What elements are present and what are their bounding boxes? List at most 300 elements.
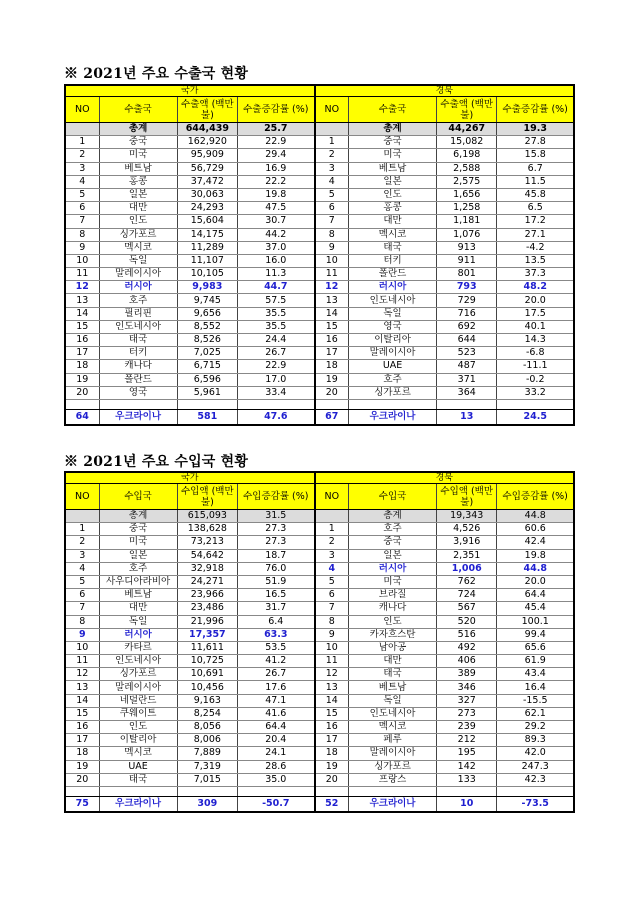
col-header-country: 수출국 — [349, 97, 437, 123]
row-amount: 17,357 — [177, 628, 237, 641]
row-no: 18 — [315, 360, 349, 373]
row-rate: 64.4 — [238, 721, 315, 734]
row-no: 20 — [65, 773, 99, 786]
row-country: 대만 — [349, 655, 437, 668]
total-row — [65, 510, 574, 523]
ukraine-amount: 309 — [177, 796, 237, 812]
spacer-cell — [177, 399, 237, 409]
row-no: 6 — [65, 589, 99, 602]
row-amount: 1,076 — [437, 228, 497, 241]
row-rate: 22.9 — [238, 136, 315, 149]
row-amount: 346 — [437, 681, 497, 694]
row-country: 말레이시아 — [349, 747, 437, 760]
row-amount: 5,961 — [177, 386, 237, 399]
row-amount: 724 — [437, 589, 497, 602]
ukraine-country: 우크라이나 — [99, 409, 177, 425]
table-row — [65, 281, 574, 294]
table-row — [65, 773, 574, 786]
col-header-no: NO — [65, 97, 99, 123]
row-amount: 1,181 — [437, 215, 497, 228]
row-rate: 60.6 — [497, 523, 574, 536]
row-rate: 27.3 — [238, 536, 315, 549]
row-rate: 26.7 — [238, 347, 315, 360]
row-amount: 7,025 — [177, 347, 237, 360]
table-row — [65, 562, 574, 575]
row-amount: 95,909 — [177, 149, 237, 162]
row-amount: 327 — [437, 694, 497, 707]
total-no — [315, 510, 349, 523]
row-rate: 37.3 — [497, 268, 574, 281]
row-amount: 195 — [437, 747, 497, 760]
row-no: 7 — [315, 215, 349, 228]
row-country: 멕시코 — [349, 228, 437, 241]
table-row — [65, 320, 574, 333]
row-country: 일본 — [349, 549, 437, 562]
row-no: 8 — [65, 615, 99, 628]
row-no: 20 — [315, 773, 349, 786]
row-amount: 14,175 — [177, 228, 237, 241]
row-amount: 8,526 — [177, 334, 237, 347]
table-row — [65, 747, 574, 760]
row-country: 싱가포르 — [99, 228, 177, 241]
row-country: 호주 — [99, 294, 177, 307]
row-rate: 29.4 — [238, 149, 315, 162]
row-rate: 20.0 — [497, 575, 574, 588]
row-no: 17 — [65, 734, 99, 747]
row-country: 일본 — [349, 175, 437, 188]
row-country: 러시아 — [99, 281, 177, 294]
row-rate: 16.4 — [497, 681, 574, 694]
total-amount: 44,267 — [437, 123, 497, 136]
row-amount: 492 — [437, 641, 497, 654]
row-no: 16 — [315, 721, 349, 734]
row-rate: 45.8 — [497, 188, 574, 201]
row-no: 5 — [315, 188, 349, 201]
row-rate: 44.2 — [238, 228, 315, 241]
row-no: 9 — [65, 628, 99, 641]
row-amount: 9,656 — [177, 307, 237, 320]
row-rate: 16.5 — [238, 589, 315, 602]
row-country: 일본 — [99, 188, 177, 201]
row-country: 미국 — [99, 536, 177, 549]
row-rate: -4.2 — [497, 241, 574, 254]
row-rate: 15.8 — [497, 149, 574, 162]
row-country: 프랑스 — [349, 773, 437, 786]
row-rate: 30.7 — [238, 215, 315, 228]
total-rate: 25.7 — [238, 123, 315, 136]
row-rate: 44.8 — [497, 562, 574, 575]
row-no: 14 — [315, 694, 349, 707]
row-country: 중국 — [349, 136, 437, 149]
row-amount: 24,271 — [177, 575, 237, 588]
row-no: 4 — [65, 562, 99, 575]
total-amount: 644,439 — [177, 123, 237, 136]
row-country: 독일 — [349, 307, 437, 320]
row-country: UAE — [349, 360, 437, 373]
row-rate: 35.5 — [238, 320, 315, 333]
row-country: 태국 — [349, 668, 437, 681]
row-country: 인도 — [349, 188, 437, 201]
row-rate: 41.2 — [238, 655, 315, 668]
row-amount: 273 — [437, 707, 497, 720]
row-amount: 1,656 — [437, 188, 497, 201]
ukraine-country: 우크라이나 — [99, 796, 177, 812]
row-rate: 40.1 — [497, 320, 574, 333]
row-no: 15 — [65, 320, 99, 333]
col-header-country: 수입국 — [99, 484, 177, 510]
row-amount: 10,105 — [177, 268, 237, 281]
row-no: 12 — [65, 281, 99, 294]
row-no: 18 — [65, 360, 99, 373]
ukraine-country: 우크라이나 — [349, 409, 437, 425]
table-row — [65, 681, 574, 694]
row-country: 일본 — [99, 549, 177, 562]
spacer-cell — [99, 399, 177, 409]
row-amount: 913 — [437, 241, 497, 254]
row-amount: 142 — [437, 760, 497, 773]
spacer-cell — [99, 786, 177, 796]
table-row — [65, 589, 574, 602]
row-country: 이탈리아 — [99, 734, 177, 747]
row-no: 3 — [315, 549, 349, 562]
row-amount: 762 — [437, 575, 497, 588]
table-row — [65, 175, 574, 188]
row-amount: 4,526 — [437, 523, 497, 536]
row-country: 베트남 — [349, 681, 437, 694]
row-amount: 23,966 — [177, 589, 237, 602]
row-no: 19 — [65, 760, 99, 773]
row-country: 말레이시아 — [349, 347, 437, 360]
region-label-national: 국가 — [65, 85, 315, 97]
row-rate: 63.3 — [238, 628, 315, 641]
row-country: 홍콩 — [349, 202, 437, 215]
row-rate: 16.9 — [238, 162, 315, 175]
row-no: 18 — [315, 747, 349, 760]
spacer-cell — [349, 786, 437, 796]
row-rate: 37.0 — [238, 241, 315, 254]
region-header-row — [65, 85, 574, 97]
ukraine-rate: -73.5 — [497, 796, 574, 812]
row-country: 멕시코 — [99, 747, 177, 760]
region-header-row — [65, 472, 574, 484]
column-header-row — [65, 484, 574, 510]
spacer-cell — [65, 786, 99, 796]
table-row — [65, 307, 574, 320]
row-country: 러시아 — [349, 281, 437, 294]
row-rate: 28.6 — [238, 760, 315, 773]
table-row — [65, 334, 574, 347]
row-rate: 65.6 — [497, 641, 574, 654]
row-no: 7 — [315, 602, 349, 615]
row-country: 중국 — [349, 536, 437, 549]
table-row — [65, 149, 574, 162]
row-rate: 27.1 — [497, 228, 574, 241]
row-no: 6 — [315, 589, 349, 602]
row-no: 17 — [315, 734, 349, 747]
row-amount: 516 — [437, 628, 497, 641]
table-row — [65, 655, 574, 668]
total-amount: 615,093 — [177, 510, 237, 523]
ukraine-amount: 13 — [437, 409, 497, 425]
row-no: 11 — [315, 655, 349, 668]
row-country: 터키 — [99, 347, 177, 360]
row-rate: -6.8 — [497, 347, 574, 360]
row-country: 대만 — [99, 602, 177, 615]
row-country: 싱가포르 — [99, 668, 177, 681]
row-rate: 16.0 — [238, 254, 315, 267]
row-no: 5 — [65, 575, 99, 588]
row-rate: -11.1 — [497, 360, 574, 373]
spacer-cell — [349, 399, 437, 409]
row-no: 5 — [65, 188, 99, 201]
total-amount: 19,343 — [437, 510, 497, 523]
row-no: 4 — [65, 175, 99, 188]
row-rate: -0.2 — [497, 373, 574, 386]
row-country: 페루 — [349, 734, 437, 747]
row-amount: 716 — [437, 307, 497, 320]
row-rate: 6.7 — [497, 162, 574, 175]
row-country: 러시아 — [349, 562, 437, 575]
row-country: 브라질 — [349, 589, 437, 602]
export_section-table — [64, 84, 575, 426]
row-rate: 57.5 — [238, 294, 315, 307]
row-no: 4 — [315, 562, 349, 575]
spacer-cell — [65, 399, 99, 409]
row-no: 12 — [65, 668, 99, 681]
total-rate: 19.3 — [497, 123, 574, 136]
spacer-cell — [315, 399, 349, 409]
table-row — [65, 254, 574, 267]
row-no: 19 — [315, 373, 349, 386]
ukraine-amount: 581 — [177, 409, 237, 425]
row-no: 12 — [315, 281, 349, 294]
row-rate: 47.5 — [238, 202, 315, 215]
row-amount: 162,920 — [177, 136, 237, 149]
row-amount: 7,319 — [177, 760, 237, 773]
row-rate: 26.7 — [238, 668, 315, 681]
row-country: 인도네시아 — [99, 320, 177, 333]
table-row — [65, 668, 574, 681]
ukraine-no: 75 — [65, 796, 99, 812]
row-amount: 7,889 — [177, 747, 237, 760]
total-no — [315, 123, 349, 136]
row-country: 독일 — [99, 254, 177, 267]
spacer-row — [65, 399, 574, 409]
row-no: 14 — [315, 307, 349, 320]
table-row — [65, 602, 574, 615]
row-rate: 35.0 — [238, 773, 315, 786]
row-amount: 30,063 — [177, 188, 237, 201]
row-amount: 801 — [437, 268, 497, 281]
row-country: 베트남 — [99, 162, 177, 175]
ukraine-amount: 10 — [437, 796, 497, 812]
col-header-amount: 수출액 (백만불) — [437, 97, 497, 123]
row-country: 필리핀 — [99, 307, 177, 320]
row-no: 19 — [65, 373, 99, 386]
row-amount: 692 — [437, 320, 497, 333]
row-rate: 19.8 — [238, 188, 315, 201]
row-amount: 212 — [437, 734, 497, 747]
row-no: 1 — [315, 523, 349, 536]
row-amount: 15,604 — [177, 215, 237, 228]
row-country: 캐나다 — [349, 602, 437, 615]
row-rate: 6.4 — [238, 615, 315, 628]
import-title: ※ 2021년 주요 수입국 현황 — [64, 454, 249, 470]
row-amount: 133 — [437, 773, 497, 786]
row-rate: 41.6 — [238, 707, 315, 720]
table-row — [65, 228, 574, 241]
table-row — [65, 136, 574, 149]
table-row — [65, 294, 574, 307]
row-country: 호주 — [349, 373, 437, 386]
row-amount: 729 — [437, 294, 497, 307]
row-country: 중국 — [99, 523, 177, 536]
row-country: 폴란드 — [349, 268, 437, 281]
row-country: UAE — [99, 760, 177, 773]
row-no: 3 — [65, 162, 99, 175]
row-amount: 8,254 — [177, 707, 237, 720]
ukraine-no: 67 — [315, 409, 349, 425]
row-rate: 24.4 — [238, 334, 315, 347]
table-row — [65, 347, 574, 360]
row-no: 2 — [315, 149, 349, 162]
table-row — [65, 386, 574, 399]
row-country: 인도 — [99, 215, 177, 228]
col-header-country: 수출국 — [99, 97, 177, 123]
row-amount: 520 — [437, 615, 497, 628]
row-amount: 371 — [437, 373, 497, 386]
row-rate: 27.8 — [497, 136, 574, 149]
ukraine-rate: 24.5 — [497, 409, 574, 425]
row-rate: 47.1 — [238, 694, 315, 707]
row-country: 남아공 — [349, 641, 437, 654]
ukraine-rate: 47.6 — [238, 409, 315, 425]
table-row — [65, 615, 574, 628]
row-amount: 7,015 — [177, 773, 237, 786]
row-country: 태국 — [349, 241, 437, 254]
col-header-no: NO — [65, 484, 99, 510]
spacer-cell — [177, 786, 237, 796]
row-amount: 10,725 — [177, 655, 237, 668]
row-no: 18 — [65, 747, 99, 760]
row-country: 태국 — [99, 334, 177, 347]
row-country: 미국 — [99, 149, 177, 162]
row-country: 영국 — [99, 386, 177, 399]
table-row — [65, 523, 574, 536]
row-no: 11 — [65, 268, 99, 281]
row-no: 15 — [315, 707, 349, 720]
table-row — [65, 549, 574, 562]
row-amount: 54,642 — [177, 549, 237, 562]
row-rate: 61.9 — [497, 655, 574, 668]
table-row — [65, 188, 574, 201]
row-no: 13 — [315, 681, 349, 694]
row-country: 미국 — [349, 575, 437, 588]
row-amount: 487 — [437, 360, 497, 373]
row-country: 대만 — [349, 215, 437, 228]
row-amount: 10,691 — [177, 668, 237, 681]
row-no: 17 — [65, 347, 99, 360]
row-no: 10 — [65, 641, 99, 654]
row-no: 6 — [315, 202, 349, 215]
row-no: 9 — [65, 241, 99, 254]
spacer-cell — [238, 786, 315, 796]
row-no: 13 — [65, 681, 99, 694]
table-row — [65, 628, 574, 641]
row-no: 20 — [315, 386, 349, 399]
col-header-rate: 수입증감률 (%) — [238, 484, 315, 510]
export-table-wrapper — [64, 84, 575, 426]
row-rate: 17.2 — [497, 215, 574, 228]
row-no: 5 — [315, 575, 349, 588]
row-amount: 2,351 — [437, 549, 497, 562]
ukraine-rate: -50.7 — [238, 796, 315, 812]
row-no: 7 — [65, 215, 99, 228]
row-amount: 523 — [437, 347, 497, 360]
row-rate: 20.0 — [497, 294, 574, 307]
row-amount: 6,198 — [437, 149, 497, 162]
row-no: 16 — [65, 334, 99, 347]
row-no: 4 — [315, 175, 349, 188]
row-rate: 35.5 — [238, 307, 315, 320]
row-country: 독일 — [349, 694, 437, 707]
row-no: 16 — [65, 721, 99, 734]
total-rate: 31.5 — [238, 510, 315, 523]
row-amount: 364 — [437, 386, 497, 399]
col-header-rate: 수입증감률 (%) — [497, 484, 574, 510]
row-amount: 9,745 — [177, 294, 237, 307]
table-row — [65, 241, 574, 254]
row-country: 사우디아라비아 — [99, 575, 177, 588]
row-rate: 27.3 — [238, 523, 315, 536]
row-country: 호주 — [99, 562, 177, 575]
row-country: 폴란드 — [99, 373, 177, 386]
row-country: 영국 — [349, 320, 437, 333]
region-label-gyeongbuk: 경북 — [315, 472, 574, 484]
col-header-rate: 수출증감률 (%) — [497, 97, 574, 123]
row-amount: 793 — [437, 281, 497, 294]
row-amount: 138,628 — [177, 523, 237, 536]
table-row — [65, 360, 574, 373]
spacer-cell — [437, 786, 497, 796]
table-row — [65, 760, 574, 773]
col-header-no: NO — [315, 484, 349, 510]
row-no: 20 — [65, 386, 99, 399]
row-no: 19 — [315, 760, 349, 773]
row-no: 6 — [65, 202, 99, 215]
row-no: 3 — [315, 162, 349, 175]
table-row — [65, 202, 574, 215]
row-rate: 6.5 — [497, 202, 574, 215]
row-rate: 14.3 — [497, 334, 574, 347]
row-no: 13 — [315, 294, 349, 307]
row-country: 터키 — [349, 254, 437, 267]
row-amount: 8,006 — [177, 734, 237, 747]
row-amount: 11,611 — [177, 641, 237, 654]
row-no: 11 — [65, 655, 99, 668]
row-no: 7 — [65, 602, 99, 615]
row-country: 홍콩 — [99, 175, 177, 188]
row-no: 9 — [315, 241, 349, 254]
row-no: 3 — [65, 549, 99, 562]
total-label: 총계 — [349, 510, 437, 523]
row-amount: 239 — [437, 721, 497, 734]
ukraine-no: 52 — [315, 796, 349, 812]
import_section-table — [64, 471, 575, 813]
row-amount: 1,258 — [437, 202, 497, 215]
total-label: 총계 — [349, 123, 437, 136]
row-country: 독일 — [99, 615, 177, 628]
